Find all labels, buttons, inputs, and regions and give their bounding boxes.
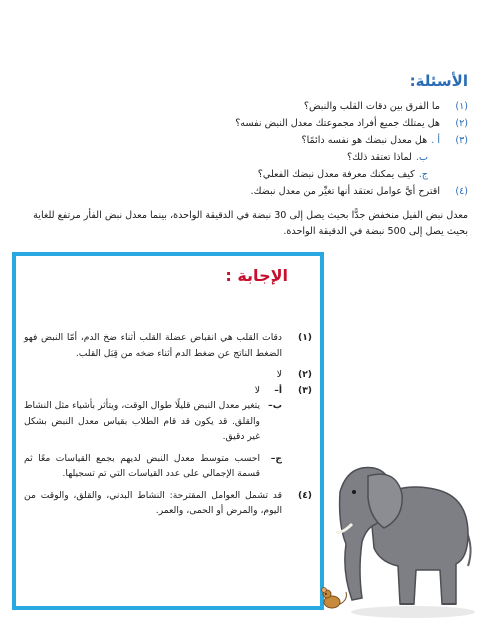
answer-text: احسب متوسط معدل النبض لديهم بجمع القياسات معًا ثم قسمة الإجمالي على عدد القياسات التي تم تسجيلها.: [24, 452, 260, 479]
question-item: [28, 98, 468, 115]
questions-list: [28, 98, 468, 200]
question-text: ما الفرق بين دقات القلب والنبض؟: [303, 101, 440, 112]
question-letter: ب.: [415, 152, 428, 163]
question-text: كيف يمكنك معرفة معدل نبضك الفعلي؟: [257, 169, 415, 180]
answer-number: (١): [297, 332, 312, 343]
question-item: [28, 166, 468, 183]
answer-number: (٤): [297, 489, 312, 501]
question-letter: أ .: [431, 135, 440, 146]
answer-row: [24, 367, 312, 383]
question-number: (٤): [455, 186, 468, 197]
elephant-mouse-illustration: [318, 452, 478, 622]
answer-row: [24, 488, 312, 519]
answer-text: دقات القلب هي انقباض عضلة القلب أثناء ضخ الدم، أمّا النبض فهو الضغط الناتج عن ضغط الدم أثناء ضخه من قِبَل القلب.: [24, 332, 282, 359]
answer-text: لا: [276, 369, 282, 380]
answer-box: [12, 252, 324, 610]
question-number: (١): [455, 101, 468, 112]
answer-text: قد تشمل العوامل المقترحة: النشاط البدني، والقلق، والوقت من اليوم، والمرض أو الحمى، والعمر.: [24, 489, 282, 516]
question-letter: ج.: [418, 169, 428, 180]
answer-sub-letter: أ–: [274, 384, 282, 396]
answer-row: [24, 383, 312, 399]
question-text: هل معدل نبضك هو نفسه دائمًا؟: [301, 135, 428, 146]
questions-title: الأسئلة:: [409, 72, 468, 90]
question-number: (٣): [455, 135, 468, 146]
mouse-icon: [322, 588, 347, 609]
answer-sub-letter: ج–: [270, 452, 282, 464]
question-item: [28, 132, 468, 149]
answer-text: يتغير معدل النبض قليلًا طوال الوقت، ويتأثر بأشياء مثل النشاط والقلق. قد يكون قد قام الطلاب بقياس معدل النبض بشكل غير دقيق.: [24, 400, 260, 442]
question-text: اقترح أيَّ عوامل تعتقد أنها تغيِّر من معدل نبضك.: [250, 186, 440, 197]
question-item: [28, 149, 468, 166]
question-item: [28, 183, 468, 200]
answer-sub-letter: ب–: [268, 400, 282, 411]
answer-list: [24, 330, 312, 519]
question-number: (٢): [455, 118, 468, 129]
answer-row: [24, 451, 312, 482]
answer-row: [24, 398, 312, 445]
question-item: [28, 115, 468, 132]
answer-number: (٣): [297, 384, 312, 396]
intro-paragraph: معدل نبض الفيل منخفض جدًّا بحيث يصل إلى 30 نبضة في الدقيقة الواحدة، بينما معدل نبض الفأر مرتفع للغاية بحيث يصل إلى 500 نبضة في الدقيقة الواحدة.: [33, 210, 468, 237]
elephant-icon: [336, 468, 471, 605]
question-text: هل يمتلك جميع أفراد مجموعتك معدل النبض نفسه؟: [235, 118, 440, 129]
question-text: لماذا تعتقد ذلك؟: [347, 152, 412, 163]
answer-number: (٢): [297, 369, 312, 380]
answer-title: الإجابة :: [225, 266, 288, 285]
answer-text: لا: [254, 384, 260, 396]
answer-row: [24, 330, 312, 361]
